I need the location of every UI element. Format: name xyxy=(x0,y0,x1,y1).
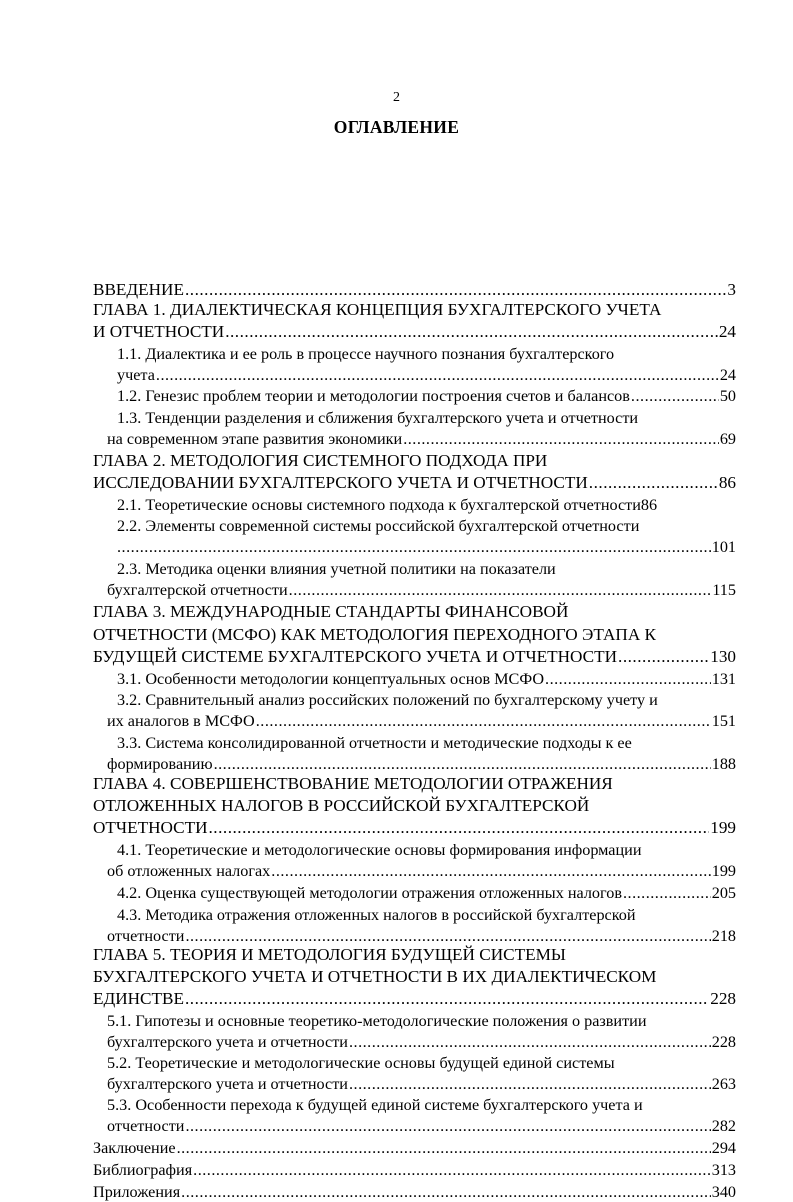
toc-page-number: 131 xyxy=(711,670,736,688)
toc-section-4-1[interactable] xyxy=(107,861,736,881)
toc-chapter-5-line2[interactable] xyxy=(93,967,736,987)
dot-leader xyxy=(349,1074,711,1094)
toc-entry-title: формированию xyxy=(107,755,213,773)
toc-section-4-3[interactable] xyxy=(107,926,736,946)
toc-chapter-3-line1[interactable] xyxy=(93,602,736,622)
toc-entry-title: 3.3. Система консолидированной отчетности и методические подходы к ее xyxy=(117,734,632,752)
toc-page-number: 294 xyxy=(711,1139,736,1157)
toc-page-number: 282 xyxy=(711,1117,736,1135)
dot-leader xyxy=(349,1032,711,1052)
page-number: 2 xyxy=(393,90,400,105)
toc-section-1-1-line1[interactable] xyxy=(117,344,736,364)
dot-leader xyxy=(193,1160,711,1180)
dot-leader xyxy=(185,989,709,1009)
toc-entry-title: ГЛАВА 4. СОВЕРШЕНСТВОВАНИЕ МЕТОДОЛОГИИ ОТРАЖЕНИЯ xyxy=(93,774,613,793)
toc-entry-bibliography[interactable] xyxy=(93,1160,736,1180)
toc-section-5-2[interactable] xyxy=(107,1074,736,1094)
toc-page-number: 313 xyxy=(711,1161,736,1179)
toc-entry-title: 4.2. Оценка существующей методологии отражения отложенных налогов xyxy=(117,884,622,902)
toc-chapter-4-line2[interactable] xyxy=(93,796,736,816)
page-title: ОГЛАВЛЕНИЕ xyxy=(333,117,460,137)
dot-leader xyxy=(185,1116,710,1136)
toc-entry-title: об отложенных налогах xyxy=(107,862,271,880)
toc-section-4-3-line1[interactable] xyxy=(117,905,736,925)
toc-entry-title: ВВЕДЕНИЕ xyxy=(93,280,184,299)
toc-section-1-1[interactable] xyxy=(117,365,736,385)
toc-chapter-2[interactable] xyxy=(93,473,736,493)
toc-page-number: 86 xyxy=(718,473,736,492)
toc-entry-title: 1.1. Диалектика и ее роль в процессе научного познания бухгалтерского xyxy=(117,345,615,363)
toc-entry-title: отчетности xyxy=(107,1117,185,1135)
toc-entry-title: Библиография xyxy=(93,1161,193,1179)
toc-chapter-3-line2[interactable] xyxy=(93,625,736,645)
toc-section-1-2[interactable] xyxy=(117,386,736,406)
dot-leader xyxy=(181,1182,711,1202)
toc-page-number: 188 xyxy=(711,755,736,773)
toc-entry-title: ГЛАВА 1. ДИАЛЕКТИЧЕСКАЯ КОНЦЕПЦИЯ БУХГАЛТЕРСКОГО УЧЕТА xyxy=(93,300,662,319)
toc-entry-title: Заключение xyxy=(93,1139,176,1157)
toc-entry-title: 4.1. Теоретические и методологические основы формирования информации xyxy=(117,841,642,859)
dot-leader xyxy=(631,386,719,406)
dot-leader xyxy=(256,711,711,731)
toc-page-number: 130 xyxy=(710,647,736,666)
toc-section-5-3[interactable] xyxy=(107,1116,736,1136)
toc-page-number: 24 xyxy=(719,366,736,384)
toc-entry-title: бухгалтерского учета и отчетности xyxy=(107,1075,348,1093)
toc-entry-title: ГЛАВА 2. МЕТОДОЛОГИЯ СИСТЕМНОГО ПОДХОДА ПРИ xyxy=(93,451,548,470)
toc-section-1-3[interactable] xyxy=(107,429,736,449)
toc-chapter-5[interactable] xyxy=(93,989,736,1009)
toc-section-3-2[interactable] xyxy=(107,711,736,731)
toc-entry-title: 3.1. Особенности методологии концептуальных основ МСФО xyxy=(117,670,545,688)
toc-page-number: 228 xyxy=(710,989,736,1008)
toc-page-number: 263 xyxy=(711,1075,736,1093)
toc-section-5-1[interactable] xyxy=(107,1032,736,1052)
toc-entry-title: ОТЛОЖЕННЫХ НАЛОГОВ В РОССИЙСКОЙ БУХГАЛТЕРСКОЙ xyxy=(93,796,590,815)
toc-entry-title: БУДУЩЕЙ СИСТЕМЕ БУХГАЛТЕРСКОГО УЧЕТА И ОТЧЕТНОСТИ xyxy=(93,647,618,666)
toc-section-3-1[interactable] xyxy=(117,669,736,689)
toc-section-2-2[interactable] xyxy=(117,537,736,557)
toc-entry-title: ЕДИНСТВЕ xyxy=(93,989,184,1008)
toc-page-number: 24 xyxy=(718,322,736,341)
toc-chapter-3[interactable] xyxy=(93,647,736,667)
dot-leader xyxy=(185,280,726,300)
dot-leader xyxy=(623,883,711,903)
toc-entry-title: 1.3. Тенденции разделения и сближения бухгалтерского учета и отчетности xyxy=(117,409,639,427)
toc-entry-appendices[interactable] xyxy=(93,1182,736,1202)
toc-entry-title: бухгалтерского учета и отчетности xyxy=(107,1033,348,1051)
dot-leader xyxy=(177,1138,711,1158)
toc-entry-title: 5.2. Теоретические и методологические основы будущей единой системы xyxy=(107,1054,615,1072)
toc-entry-title: 2.1. Теоретические основы системного подхода к бухгалтерской отчетности xyxy=(117,496,641,514)
toc-page-number: 3 xyxy=(727,280,736,299)
toc-entry-title: 5.1. Гипотезы и основные теоретико-методологические положения о развитии xyxy=(107,1012,647,1030)
toc-chapter-2-line1[interactable] xyxy=(93,451,736,471)
toc-entry-title: ОТЧЕТНОСТИ xyxy=(93,818,208,837)
toc-section-2-3-line1[interactable] xyxy=(117,559,736,579)
toc-chapter-4-line1[interactable] xyxy=(93,774,736,794)
toc-page-number: 218 xyxy=(711,927,736,945)
toc-entry-title: ИССЛЕДОВАНИИ БУХГАЛТЕРСКОГО УЧЕТА И ОТЧЕТНОСТИ xyxy=(93,473,588,492)
dot-leader xyxy=(545,669,711,689)
toc-section-5-1-line1[interactable] xyxy=(107,1011,736,1031)
toc-page-number: 101 xyxy=(711,538,736,556)
toc-section-3-3-line1[interactable] xyxy=(117,733,736,753)
toc-entry-title: ГЛАВА 3. МЕЖДУНАРОДНЫЕ СТАНДАРТЫ ФИНАНСОВОЙ xyxy=(93,602,569,621)
dot-leader xyxy=(289,580,712,600)
toc-chapter-1[interactable] xyxy=(93,322,736,342)
dot-leader xyxy=(117,537,711,557)
toc-entry-title: их аналогов в МСФО xyxy=(107,712,255,730)
dot-leader xyxy=(185,926,710,946)
toc-page-number: 86 xyxy=(640,496,658,514)
toc-entry-title: ГЛАВА 5. ТЕОРИЯ И МЕТОДОЛОГИЯ БУДУЩЕЙ СИСТЕМЫ xyxy=(93,945,566,964)
toc-page-number: 199 xyxy=(711,862,736,880)
toc-section-1-3-line1[interactable] xyxy=(117,408,736,428)
toc-chapter-1-line1[interactable] xyxy=(93,300,736,320)
toc-section-3-3[interactable] xyxy=(107,754,736,774)
toc-page-number: 50 xyxy=(719,387,736,405)
toc-page-number: 69 xyxy=(719,430,736,448)
toc-section-2-1[interactable] xyxy=(117,495,736,515)
dot-leader xyxy=(271,861,710,881)
toc-entry-title: 2.2. Элементы современной системы российской бухгалтерской отчетности xyxy=(117,517,640,535)
toc-entry-title: 2.3. Методика оценки влияния учетной политики на показатели xyxy=(117,560,556,578)
toc-page-number: 199 xyxy=(710,818,736,837)
toc-chapter-4[interactable] xyxy=(93,818,736,838)
toc-entry-title: Приложения xyxy=(93,1183,181,1201)
toc-page-number: 115 xyxy=(712,581,736,599)
toc-page-number: 340 xyxy=(711,1183,736,1201)
toc-entry-title: БУХГАЛТЕРСКОГО УЧЕТА И ОТЧЕТНОСТИ В ИХ ДИАЛЕКТИЧЕСКОМ xyxy=(93,967,657,986)
toc-page-number: 205 xyxy=(711,884,736,902)
toc-entry-title: учета xyxy=(117,366,155,384)
toc-entry-title: отчетности xyxy=(107,927,185,945)
toc-section-3-2-line1[interactable] xyxy=(117,690,736,710)
toc-section-2-3[interactable] xyxy=(107,580,736,600)
dot-leader xyxy=(403,429,719,449)
dot-leader xyxy=(209,818,710,838)
dot-leader xyxy=(225,322,718,342)
toc-entry-title: 4.3. Методика отражения отложенных налогов в российской бухгалтерской xyxy=(117,906,636,924)
dot-leader xyxy=(589,473,718,493)
toc-section-5-3-line1[interactable] xyxy=(107,1095,736,1115)
toc-entry-title: И ОТЧЕТНОСТИ xyxy=(93,322,225,341)
toc-entry-title: на современном этапе развития экономики xyxy=(107,430,403,448)
toc-section-5-2-line1[interactable] xyxy=(107,1053,736,1073)
toc-entry-conclusion[interactable] xyxy=(93,1138,736,1158)
toc-entry-title: ОТЧЕТНОСТИ (МСФО) КАК МЕТОДОЛОГИЯ ПЕРЕХОДНОГО ЭТАПА К xyxy=(93,625,656,644)
toc-chapter-5-line1[interactable] xyxy=(93,945,736,965)
toc-entry-title: бухгалтерской отчетности xyxy=(107,581,288,599)
toc-entry-title: 1.2. Генезис проблем теории и методологии построения счетов и балансов xyxy=(117,387,630,405)
toc-page-number: 151 xyxy=(711,712,736,730)
dot-leader xyxy=(618,647,709,667)
toc-section-4-2[interactable] xyxy=(117,883,736,903)
toc-section-4-1-line1[interactable] xyxy=(117,840,736,860)
toc-entry-intro[interactable] xyxy=(93,280,736,300)
toc-section-2-2-line1[interactable] xyxy=(117,516,736,536)
toc-page-number: 228 xyxy=(711,1033,736,1051)
toc-entry-title: 5.3. Особенности перехода к будущей единой системе бухгалтерского учета и xyxy=(107,1096,643,1114)
dot-leader xyxy=(156,365,719,385)
dot-leader xyxy=(214,754,711,774)
toc-entry-title: 3.2. Сравнительный анализ российских положений по бухгалтерскому учету и xyxy=(117,691,658,709)
